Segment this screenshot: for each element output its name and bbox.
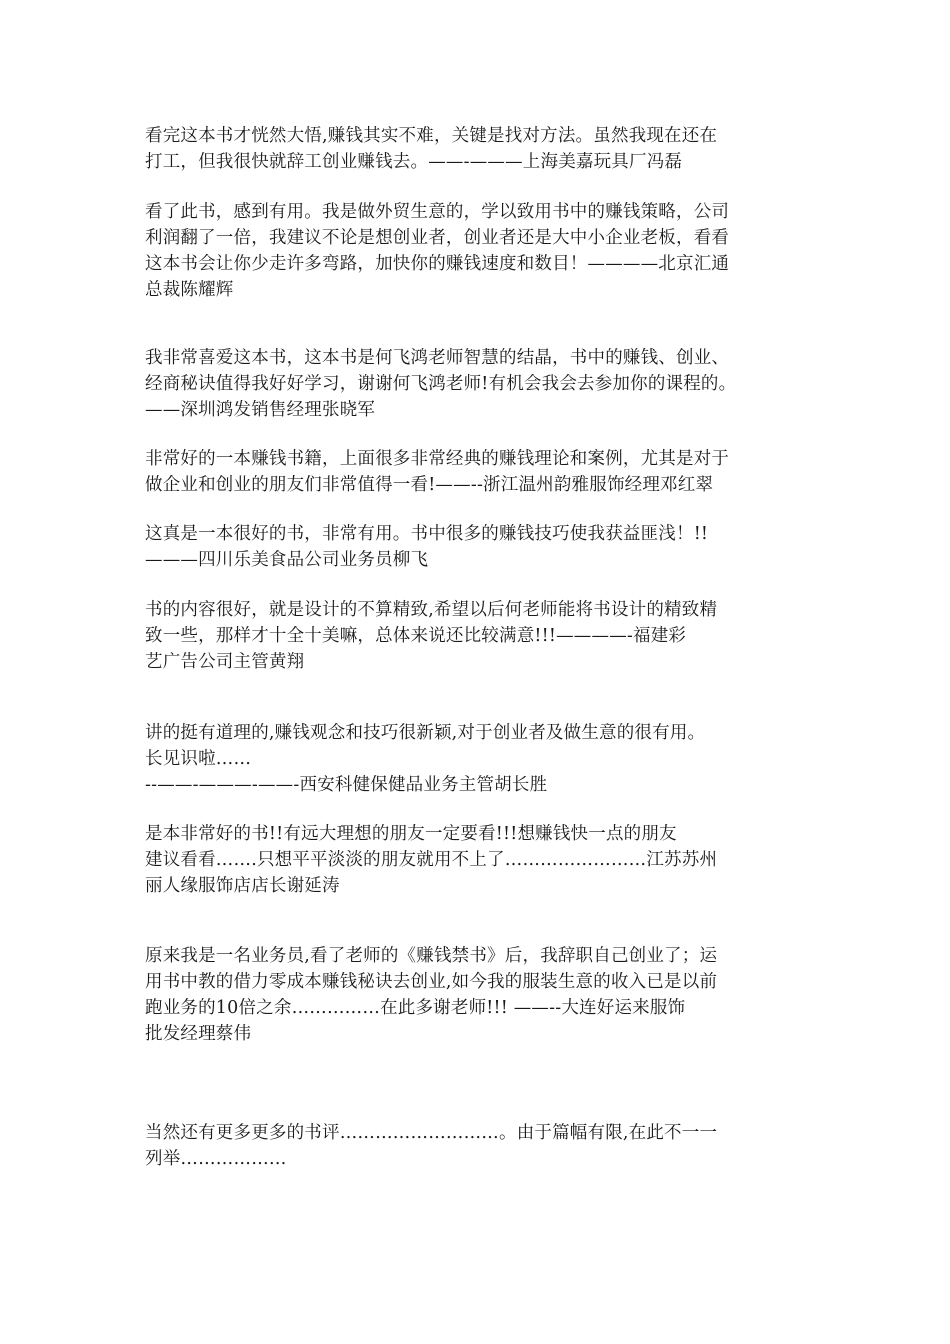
text-line: 经商秘诀值得我好好学习，谢谢何飞鸿老师!有机会我会去参加你的课程的。	[145, 374, 737, 394]
review-paragraph-5	[145, 521, 810, 573]
review-paragraph-closing	[145, 1120, 810, 1172]
text-line: 是本非常好的书!!有远大理想的朋友一定要看!!!想赚钱快一点的朋友	[145, 824, 677, 844]
text-line: 批发经理蔡伟	[145, 1024, 252, 1044]
text-line: 看完这本书才恍然大悟,赚钱其实不难，关键是找对方法。虽然我现在还在	[145, 126, 718, 146]
text-line: 用书中教的借力零成本赚钱秘诀去创业,如今我的服装生意的收入已是以前	[145, 972, 718, 992]
text-line: 这本书会让你少走许多弯路，加快你的赚钱速度和数目！————北京汇通	[145, 254, 730, 274]
text-line: 利润翻了一倍，我建议不论是想创业者，创业者还是大中小企业老板，看看	[145, 228, 730, 248]
text-line: --——-———-——-西安科健保健品业务主管胡长胜	[145, 775, 548, 795]
review-paragraph-6	[145, 597, 810, 675]
review-paragraph-8	[145, 821, 810, 899]
text-line: 讲的挺有道理的,赚钱观念和技巧很新颖,对于创业者及做生意的很有用。	[145, 723, 706, 743]
text-line: 我非常喜爱这本书，这本书是何飞鸿老师智慧的结晶，书中的赚钱、创业、	[145, 348, 730, 368]
text-line: 这真是一本很好的书，非常有用。书中很多的赚钱技巧使我获益匪浅！!!	[145, 524, 709, 544]
text-line: 长见识啦……	[145, 749, 252, 769]
text-line: 跑业务的10倍之余……………在此多谢老师!!! ——--大连好运来服饰	[145, 998, 686, 1018]
text-line: 总裁陈耀辉	[145, 280, 234, 300]
text-line: 看了此书，感到有用。我是做外贸生意的，学以致用书中的赚钱策略，公司	[145, 202, 730, 222]
text-line: ——深圳鸿发销售经理张晓军	[145, 400, 376, 420]
text-line: 原来我是一名业务员,看了老师的《赚钱禁书》后，我辞职自己创业了；运	[145, 946, 718, 966]
text-line: 当然还有更多更多的书评………………………。由于篇幅有限,在此不一一	[145, 1123, 718, 1143]
review-paragraph-7	[145, 720, 810, 798]
text-line: 非常好的一本赚钱书籍，上面很多非常经典的赚钱理论和案例，尤其是对于	[145, 449, 730, 469]
text-line: 艺广告公司主管黄翔	[145, 652, 305, 672]
text-line: 建议看看…….只想平平淡淡的朋友就用不上了……………………江苏苏州	[145, 850, 718, 870]
review-paragraph-9	[145, 943, 810, 1047]
text-line: 致一些，那样才十全十美嘛，总体来说还比较满意!!!————-福建彩	[145, 626, 687, 646]
text-line: 书的内容很好，就是设计的不算精致,希望以后何老师能将书设计的精致精	[145, 600, 718, 620]
review-paragraph-3	[145, 345, 810, 423]
review-paragraph-2	[145, 199, 810, 303]
review-paragraph-4	[145, 446, 810, 498]
text-line: 打工，但我很快就辞工创业赚钱去。——-———上海美嘉玩具厂冯磊	[145, 152, 683, 172]
text-line: 做企业和创业的朋友们非常值得一看!——--浙江温州韵雅服饰经理邓红翠	[145, 475, 714, 495]
text-line: ———四川乐美食品公司业务员柳飞	[145, 550, 429, 570]
text-line: 列举………………	[145, 1149, 287, 1169]
text-line: 丽人缘服饰店店长谢延涛	[145, 876, 340, 896]
review-paragraph-1	[145, 123, 810, 175]
